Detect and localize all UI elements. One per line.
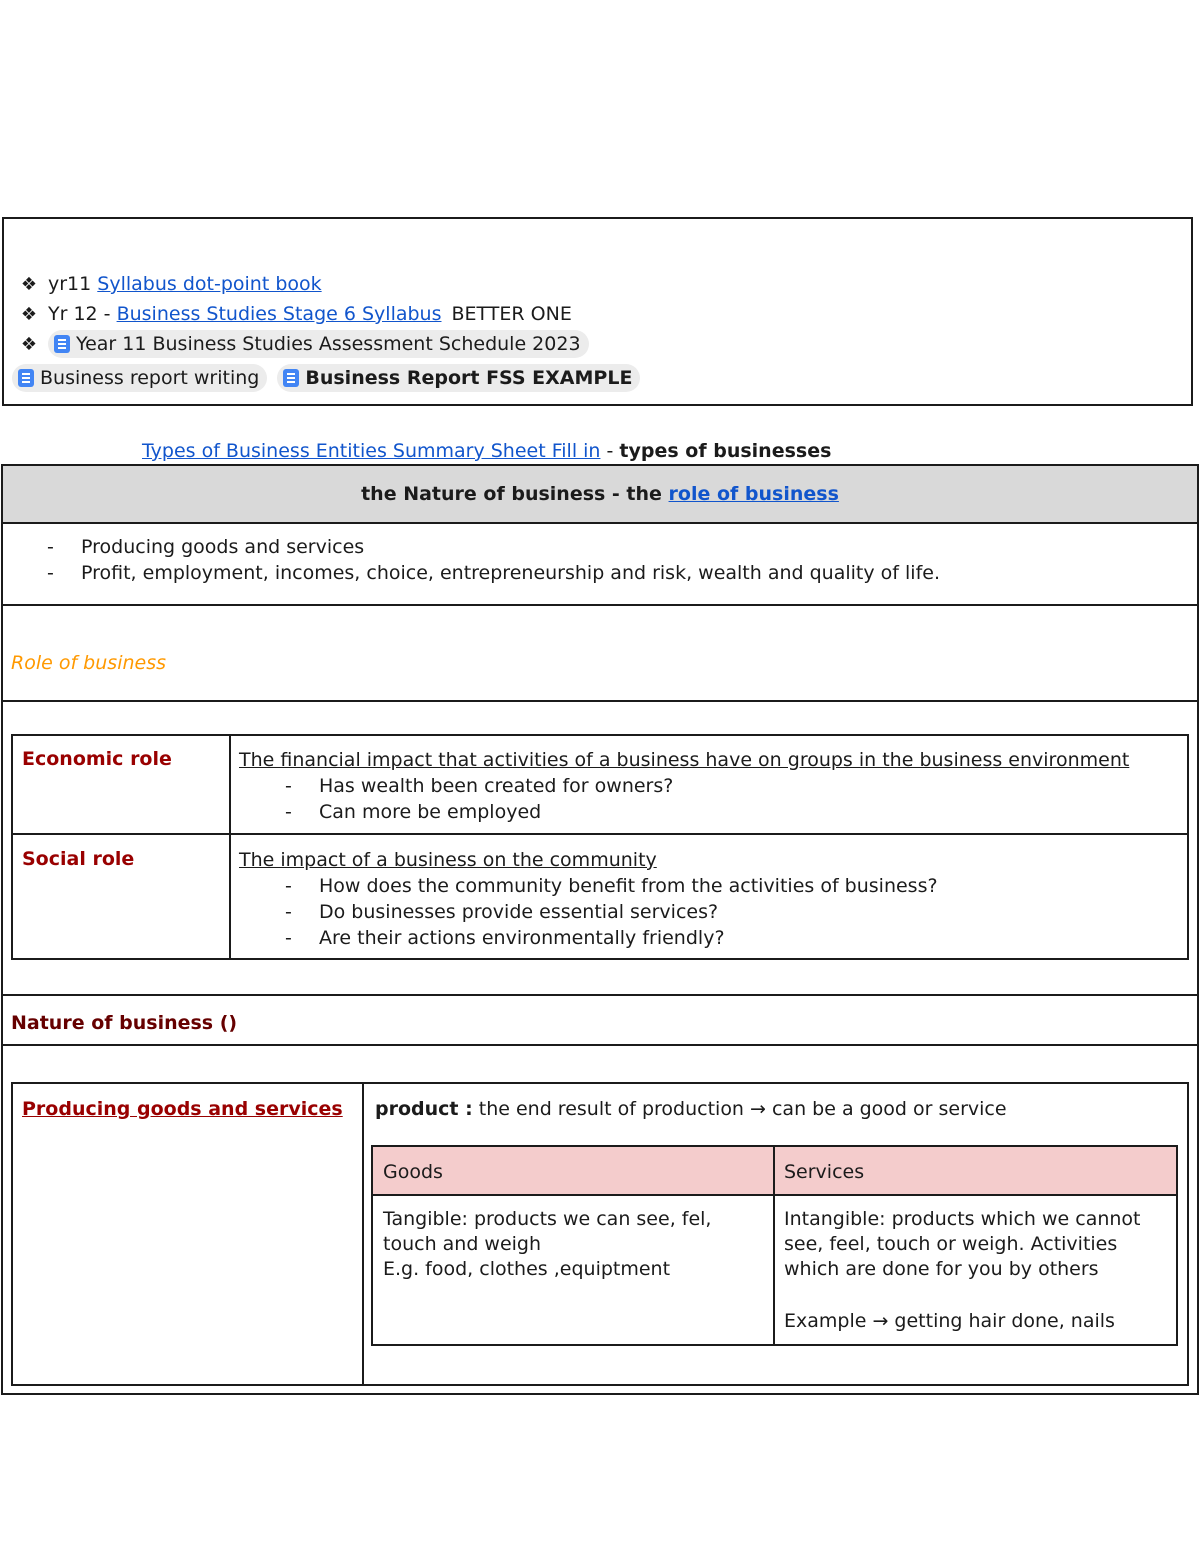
list-item: - Are their actions environmentally friendly?	[239, 925, 1179, 951]
goods-cell	[383, 1207, 767, 1282]
product-def: the end result of production → can be a good or service	[472, 1098, 1007, 1120]
doc-icon	[283, 369, 299, 387]
doc-icon	[54, 335, 70, 353]
header-text: the Nature of business - the	[361, 483, 669, 505]
role-heading: Role of business	[11, 652, 166, 674]
gs-col-divider	[773, 1147, 775, 1344]
social-role-label: Social role	[22, 848, 135, 870]
list-item: - Producing goods and services	[11, 534, 1197, 560]
item-prefix: Yr 12 -	[48, 303, 117, 325]
header-row	[3, 466, 1197, 524]
goods-example: E.g. food, clothes ,equiptment	[383, 1258, 671, 1280]
assessment-schedule-chip[interactable]	[48, 330, 589, 358]
list-item: - Profit, employment, incomes, choice, entrepreneurship and risk, wealth and quality of life.	[11, 560, 1197, 586]
chip-label: Business Report FSS EXAMPLE	[305, 367, 633, 389]
list-item	[10, 299, 589, 329]
doc-icon	[18, 369, 34, 387]
links-box	[2, 217, 1193, 406]
roles-table	[11, 734, 1189, 960]
stage6-syllabus-link[interactable]: Business Studies Stage 6 Syllabus	[116, 303, 442, 325]
services-example: Example → getting hair done, nails	[784, 1310, 1115, 1332]
diamond-bullet-icon: ❖	[20, 333, 38, 355]
economic-role-content	[239, 748, 1179, 825]
social-points	[239, 873, 1179, 951]
chip-row	[12, 364, 640, 392]
services-header: Services	[784, 1161, 865, 1183]
nature-heading: Nature of business ()	[11, 1012, 238, 1034]
item-suffix: BETTER ONE	[451, 303, 572, 325]
economic-points	[239, 773, 1179, 825]
social-definition: The impact of a business on the community	[239, 849, 657, 871]
summary-line	[142, 438, 831, 464]
producing-divider	[362, 1084, 364, 1384]
list-item	[10, 329, 589, 359]
separator: -	[600, 440, 620, 462]
list-item	[10, 269, 589, 299]
economic-role-label: Economic role	[22, 748, 172, 770]
links-list	[10, 269, 589, 359]
product-term: product :	[375, 1098, 473, 1120]
producing-table	[11, 1082, 1189, 1386]
main-table	[1, 464, 1199, 1395]
chip-label: Business report writing	[40, 367, 260, 389]
services-description: Intangible: products which we cannot see, feel, touch or weigh. Activities which are done for you by others	[784, 1208, 1141, 1280]
fss-example-chip[interactable]	[277, 364, 640, 392]
role-of-business-link[interactable]: role of business	[668, 483, 839, 505]
report-writing-chip[interactable]	[12, 364, 267, 392]
roles-row-divider	[13, 833, 1187, 835]
nature-heading-row	[3, 996, 1197, 1046]
diamond-bullet-icon: ❖	[20, 273, 38, 295]
producing-row	[3, 1046, 1197, 1393]
role-heading-row	[3, 606, 1197, 702]
product-definition	[375, 1098, 1007, 1120]
goods-services-table	[371, 1145, 1178, 1346]
list-item: - Do businesses provide essential services?	[239, 899, 1179, 925]
list-item: - Can more be employed	[239, 799, 1179, 825]
diamond-bullet-icon: ❖	[20, 303, 38, 325]
goods-description: Tangible: products we can see, fel, touch and weigh	[383, 1208, 712, 1255]
economic-definition: The financial impact that activities of a business have on groups in the business environment	[239, 749, 1130, 771]
intro-row	[3, 524, 1197, 606]
roles-row	[3, 702, 1197, 996]
chip-label: Year 11 Business Studies Assessment Schedule 2023	[76, 333, 581, 355]
roles-divider	[229, 736, 231, 958]
list-item: - How does the community benefit from the activities of business?	[239, 873, 1179, 899]
services-cell	[784, 1207, 1168, 1334]
goods-header: Goods	[383, 1161, 443, 1183]
list-item: - Has wealth been created for owners?	[239, 773, 1179, 799]
intro-list	[3, 534, 1197, 586]
summary-bold-text: types of businesses	[619, 440, 832, 462]
syllabus-dot-point-link[interactable]: Syllabus dot-point book	[97, 273, 322, 295]
item-prefix: yr11	[48, 273, 98, 295]
producing-label: Producing goods and services	[22, 1098, 343, 1120]
social-role-content	[239, 848, 1179, 951]
summary-sheet-link[interactable]: Types of Business Entities Summary Sheet Fill in	[142, 440, 601, 462]
